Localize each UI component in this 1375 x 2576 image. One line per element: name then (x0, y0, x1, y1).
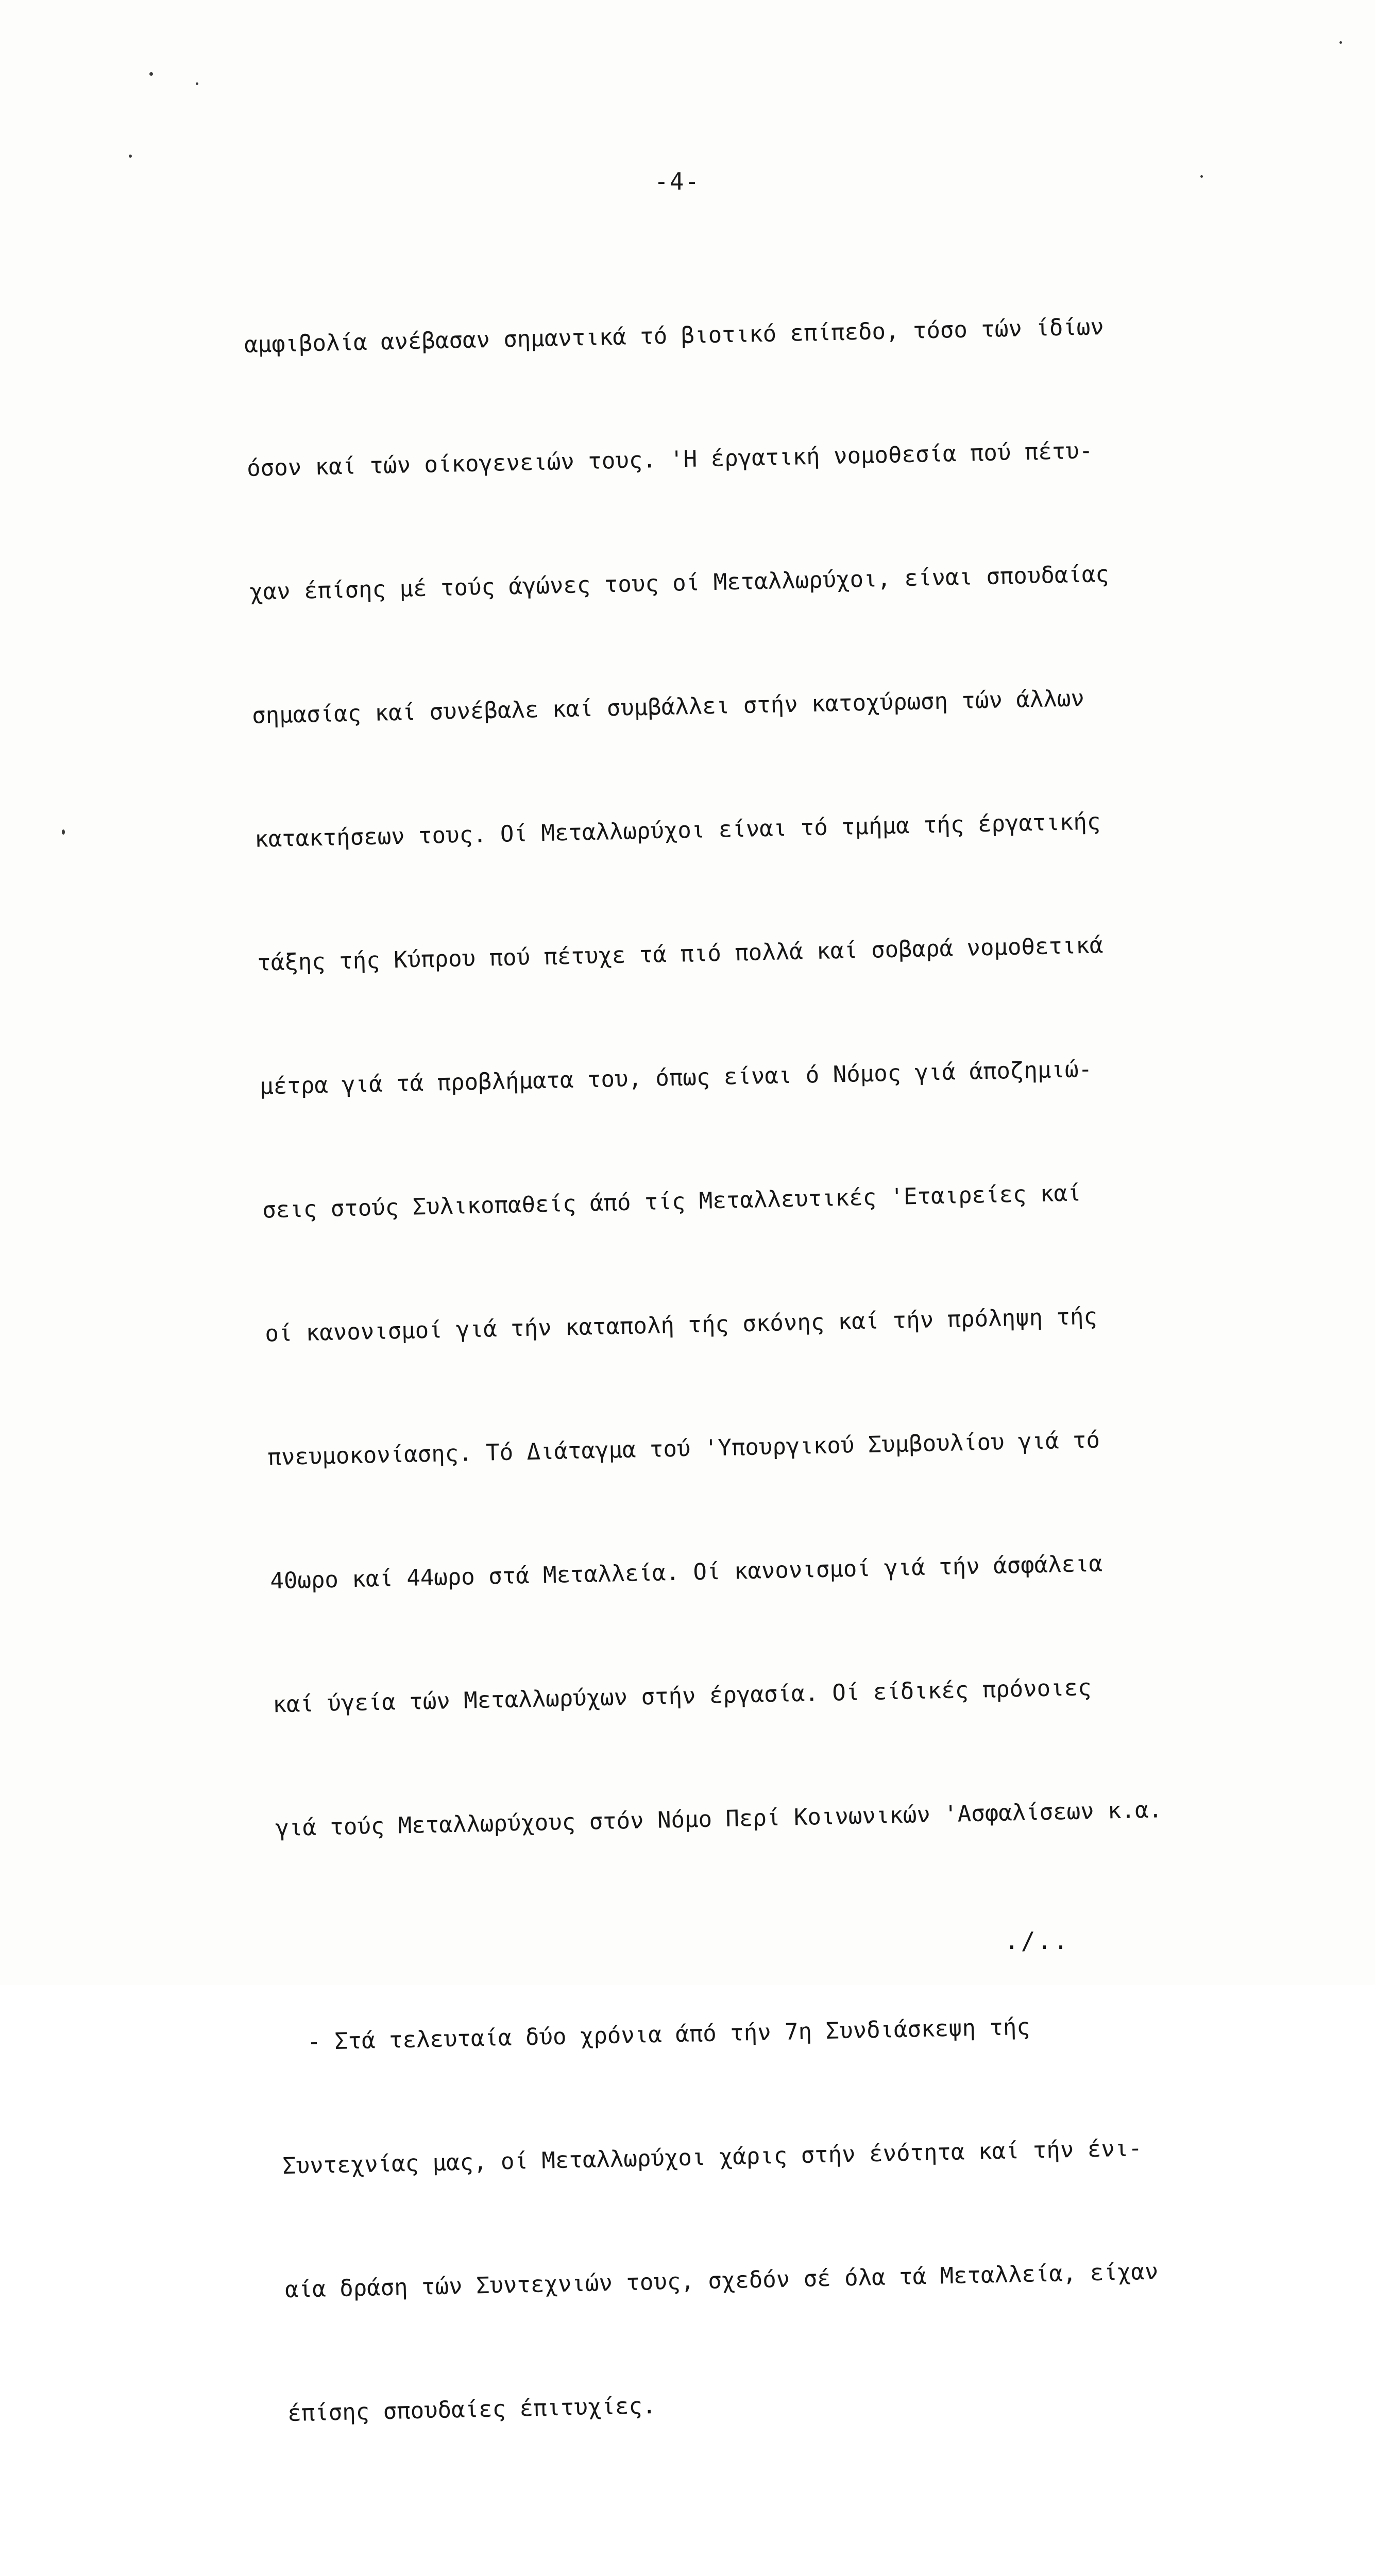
scan-speck (1200, 175, 1203, 178)
scan-speck (129, 155, 132, 158)
scan-speck (149, 72, 153, 76)
scan-speck (62, 829, 65, 835)
text-line: έπίσης σπουδαίες έπιτυχίες. (287, 2393, 656, 2427)
text-line: κατακτήσεων τους. Οί Μεταλλωρύχοι είναι τό τμήμα τής έργατικής (254, 808, 1101, 853)
continuation-mark: ./.. (1005, 1927, 1070, 1955)
body-text (242, 221, 1375, 2576)
scan-speck (1339, 41, 1342, 44)
text-line: αία δράση τών Συντεχνιών τους, σχεδόν σέ όλα τά Μεταλλεία, είχαν (284, 2258, 1159, 2303)
text-line: μέτρα γιά τά προβλήματα του, όπως είναι ό Νόμος γιά άποζημιώ- (259, 1056, 1093, 1100)
text-line: σεις στούς Συλικοπαθείς άπό τίς Μεταλλευτικές 'Εταιρείες καί (262, 1180, 1081, 1224)
text-line: πνευμοκονίασης. Τό Διάταγμα τού 'Υπουργικού Συμβουλίου γιά τό (267, 1427, 1100, 1471)
text-line: χαν έπίσης μέ τούς άγώνες τους οί Μεταλλωρύχοι, είναι σπουδαίας (249, 561, 1110, 605)
paragraph-1 (242, 221, 1318, 1932)
text-line: αμφιβολία ανέβασαν σημαντικά τό βιοτικό επίπεδο, τόσο τών ίδίων (244, 314, 1105, 358)
text-line: γιά τούς Μεταλλωρύχους στόν Νόμο Περί Κοινωνικών 'Ασφαλίσεων κ.α. (275, 1797, 1163, 1842)
text-line: οί κανονισμοί γιά τήν καταπολή τής σκόνης καί τήν πρόληψη τής (264, 1303, 1098, 1347)
text-line: - Στά τελευταία δύο χρόνια άπό τήν 7η Συνδιάσκεψη τής (279, 2013, 1031, 2056)
text-line: όσον καί τών οίκογενειών τους. 'Η έργατική νομοθεσία πού πέτυ- (246, 437, 1093, 482)
text-line: καί ύγεία τών Μεταλλωρύχων στήν έργασία. Οί είδικές πρόνοιες (272, 1674, 1092, 1718)
text-line: Συντεχνίας μας, οί Μεταλλωρύχοι χάρις στήν ένότητα καί τήν ένι- (282, 2135, 1143, 2180)
text-line: 40ωρο καί 44ωρο στά Μεταλλεία. Οί κανονισμοί γιά τήν άσφάλεια (269, 1550, 1103, 1595)
text-line: σημασίας καί συνέβαλε καί συμβάλλει στήν κατοχύρωση τών άλλων (251, 685, 1085, 729)
paragraph-3 (290, 2503, 1348, 2576)
text-line: τάξης τής Κύπρου πού πέτυχε τά πιό πολλά καί σοβαρά νομοθετικά (257, 932, 1104, 976)
page-number: -4- (654, 167, 701, 195)
paragraph-2 (278, 1918, 1330, 2517)
scan-speck (196, 82, 198, 85)
